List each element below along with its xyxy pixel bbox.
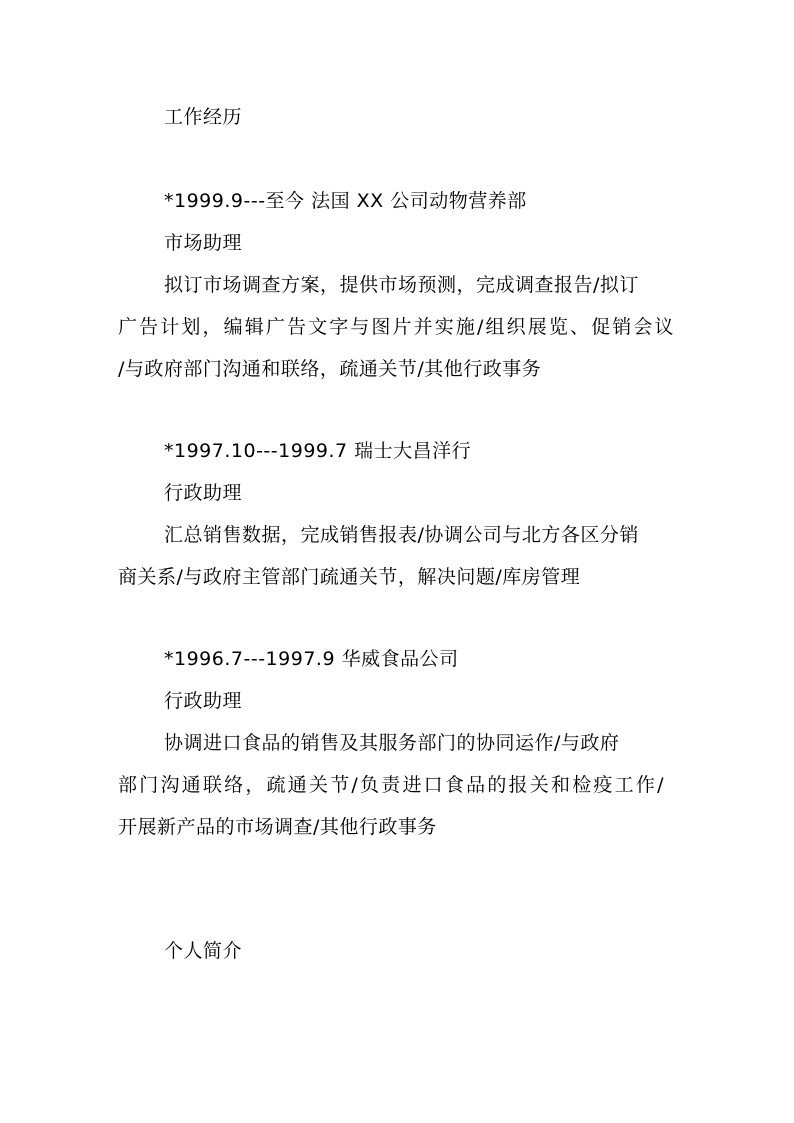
job-3-desc-line-1: 协调进口食品的销售及其服务部门的协同运作/与政府 <box>164 732 620 754</box>
job-2-role: 行政助理 <box>164 482 243 504</box>
work-experience-heading: 工作经历 <box>164 106 243 128</box>
job-1-role: 市场助理 <box>164 232 243 254</box>
job-2-desc-line-1: 汇总销售数据，完成销售报表/协调公司与北方各区分销 <box>164 524 639 546</box>
job-3-desc-line-3: 开展新产品的市场调查/其他行政事务 <box>118 816 437 838</box>
job-1-period-company: *1999.9---至今 法国 XX 公司动物营养部 <box>164 190 527 212</box>
job-1-desc-line-3: /与政府部门沟通和联络，疏通关节/其他行政事务 <box>118 358 542 380</box>
personal-profile-heading: 个人简介 <box>164 940 243 962</box>
job-1-desc-line-2: 广告计划，编辑广告文字与图片并实施/组织展览、促销会议 <box>118 316 674 338</box>
job-3-period-company: *1996.7---1997.9 华威食品公司 <box>164 648 459 670</box>
job-2-period-company: *1997.10---1999.7 瑞士大昌洋行 <box>164 440 472 462</box>
job-3-desc-line-2: 部门沟通联络，疏通关节/负责进口食品的报关和检疫工作/ <box>118 774 664 796</box>
job-1-desc-line-1: 拟订市场调查方案，提供市场预测，完成调查报告/拟订 <box>164 274 639 296</box>
job-2-desc-line-2: 商关系/与政府主管部门疏通关节，解决问题/库房管理 <box>118 566 581 588</box>
job-3-role: 行政助理 <box>164 690 243 712</box>
